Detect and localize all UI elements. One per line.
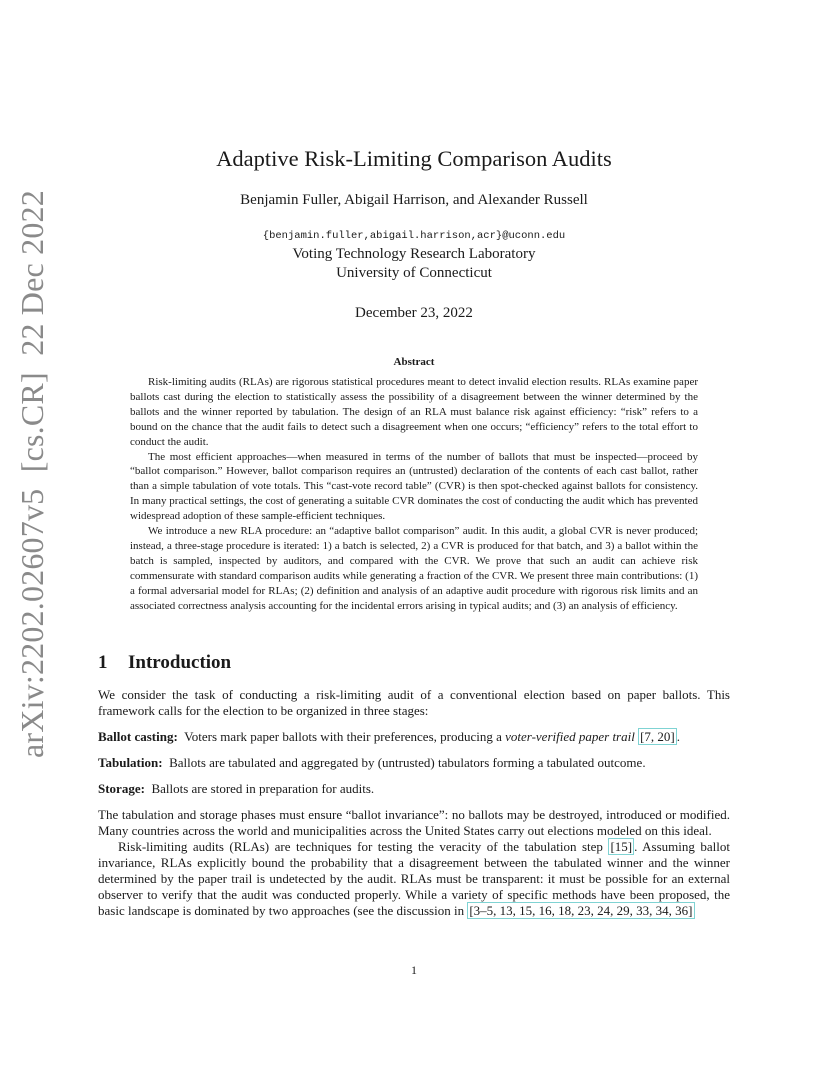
citation-link[interactable]: [7, 20] — [640, 729, 675, 744]
author-list: Benjamin Fuller, Abigail Harrison, and Alexander Russell — [240, 192, 588, 208]
stage-label: Storage: — [98, 781, 145, 796]
abstract-heading: Abstract — [393, 356, 435, 368]
section-number: 1 — [98, 652, 108, 673]
emphasis-text: voter-verified paper trail — [505, 729, 635, 744]
paragraph-text: . Assuming ballot invariance, RLAs explicitly bound the probability that a disagreement between the tabulated winner and the winner determined by the paper trail is undetected by the audit. RLAs must be transparent: it must be possible for an external observer to verify that the audit was conducted properly. While a variety of specific methods have been proposed, the basic landscape is dominated by two approaches (see the discussion in — [98, 839, 731, 918]
stage-text: Voters mark paper ballots with their preferences, producing a — [184, 729, 506, 744]
stage-label: Ballot casting: — [98, 729, 178, 744]
lab-name: Voting Technology Research Laboratory — [292, 246, 536, 262]
abstract-body — [130, 375, 698, 614]
section-heading — [98, 652, 231, 674]
stage-text: Ballots are tabulated and aggregated by (untrusted) tabulators forming a tabulated outcome. — [169, 755, 646, 770]
body-paragraph: The tabulation and storage phases must ensure “ballot invariance”: no ballots may be destroyed, introduced or modified. Many countries across the world and municipalities across the United States carry out elections modeled on this ideal. — [98, 807, 730, 838]
body-paragraph: We consider the task of conducting a risk-limiting audit of a conventional election based on paper ballots. This framework calls for the election to be organized in three stages: — [98, 687, 730, 718]
citation-link[interactable]: [3–5, 13, 15, 16, 18, 23, 24, 29, 33, 34, 36] — [469, 903, 693, 918]
abstract-paragraph: The most efficient approaches—when measured in terms of the number of ballots that must be inspected—proceed by “ballot comparison.” However, ballot comparison requires an (untrusted) declaration of the contents of each cast ballot, rather than a simple tabulation of vote totals. This “cast-vote record table” (CVR) is then spot-checked against ballots for consistency. In many practical settings, the cost of generating a suitable CVR dominates the cost of conducting the audit which has prevented widespread adoption of these sample-efficient techniques. — [130, 450, 698, 523]
body-paragraph — [98, 839, 730, 919]
university-name: University of Connecticut — [336, 265, 492, 281]
abstract-paragraph: We introduce a new RLA procedure: an “adaptive ballot comparison” audit. In this audit, a global CVR is never produced; instead, a three-stage procedure is iterated: 1) a batch is selected, 2) a CVR is produced for that batch, and 3) a ballot within the batch is sampled, inspected by auditors, and compared with the CVR. We prove that such an audit can achieve risk commensurate with standard comparison audits while generating a fraction of the CVR. We present three main contributions: (1) a formal adversarial model for RLAs; (2) definition and analysis of an adaptive audit procedure with rigorous risk limits and an associated correctness analysis accounting for the incidental errors arising in typical audits; and (3) an analysis of efficiency. — [130, 525, 698, 612]
stage-item-tabulation — [98, 755, 730, 771]
paper-date: December 23, 2022 — [355, 305, 473, 321]
citation-link[interactable]: [15] — [610, 839, 633, 854]
paragraph-text: Risk-limiting audits (RLAs) are techniques for testing the veracity of the tabulation step — [118, 839, 609, 854]
stage-item-ballot-casting: Ballot casting: Voters mark paper ballots with their preferences, producing a voter-verified paper trail [7, 20] . — [98, 729, 681, 744]
stage-label: Tabulation: — [98, 755, 163, 770]
stage-text: Ballots are stored in preparation for audits. — [151, 781, 375, 796]
paper-title: Adaptive Risk-Limiting Comparison Audits — [216, 146, 612, 171]
abstract-paragraph: Risk-limiting audits (RLAs) are rigorous statistical procedures meant to detect invalid election results. RLAs examine paper ballots cast during the election to statistically assess the possibility of a disagreement between the winner determined by the ballots and the winner reported by tabulation. The design of an RLA must balance risk against efficiency: “risk” refers to a bound on the chance that the audit fails to detect such a disagreement when one occurs; “efficiency” refers to the total effort to conduct the audit. — [130, 376, 698, 448]
section-title: Introduction — [128, 652, 232, 673]
page-number: 1 — [411, 963, 417, 977]
stage-item-storage — [98, 781, 730, 797]
arxiv-identifier-stamp: arXiv:2202.02607v5 [cs.CR] 22 Dec 2022 — [14, 190, 50, 758]
section-body — [98, 687, 730, 919]
affiliation-block — [0, 228, 828, 283]
author-email[interactable]: {benjamin.fuller,abigail.harrison,acr}@uconn.edu — [262, 230, 566, 242]
